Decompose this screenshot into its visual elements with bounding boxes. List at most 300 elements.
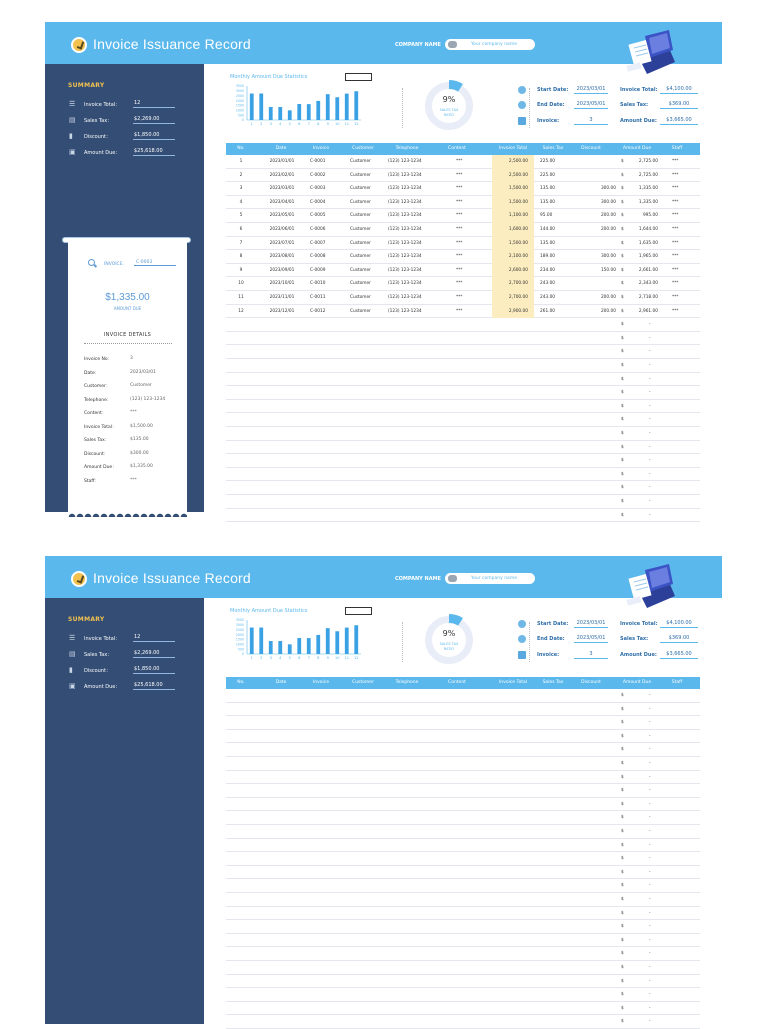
list-icon: ☰ bbox=[69, 634, 76, 642]
column-header: Discount bbox=[581, 680, 601, 685]
table-cell: *** bbox=[456, 159, 463, 164]
table-cell: (123) 123-1234 bbox=[388, 213, 422, 219]
chart-bar bbox=[269, 107, 273, 120]
summary-sales-tax bbox=[69, 650, 179, 660]
y-tick-label: 0 bbox=[241, 652, 244, 657]
chart-bar bbox=[335, 97, 339, 120]
receipt-row-value: *** bbox=[130, 410, 137, 415]
table-cell: - bbox=[649, 815, 651, 821]
table-row[interactable] bbox=[226, 757, 700, 771]
summary-value: $25,618.00 bbox=[133, 682, 175, 690]
column-header: Telephone bbox=[395, 680, 419, 685]
table-cell: *** bbox=[456, 267, 463, 273]
end-date-input[interactable]: 2023/05/01 bbox=[574, 635, 608, 643]
table-row[interactable] bbox=[226, 468, 700, 482]
table-cell: C-0011 bbox=[310, 295, 326, 300]
x-tick-label: 2 bbox=[260, 122, 263, 126]
table-cell: 2,661.00 bbox=[638, 267, 658, 273]
divider bbox=[402, 622, 403, 662]
column-header: Content bbox=[448, 680, 466, 685]
table-cell: 1 bbox=[239, 159, 243, 164]
table-cell: $ bbox=[621, 281, 624, 287]
table-cell: - bbox=[649, 842, 651, 848]
summary-value: $1,850.00 bbox=[133, 132, 175, 140]
table-cell: $ bbox=[621, 295, 624, 300]
table-cell: 189.00 bbox=[540, 254, 556, 260]
invoice-total-value: $4,100.00 bbox=[660, 86, 698, 94]
chart-bar bbox=[307, 104, 311, 120]
table-cell: *** bbox=[672, 240, 679, 246]
table-row[interactable] bbox=[226, 975, 700, 989]
chart-bar bbox=[288, 644, 292, 654]
table-cell: - bbox=[649, 761, 651, 766]
amount-due-bar-chart bbox=[229, 82, 369, 132]
start-date-input[interactable]: 2023/03/01 bbox=[574, 86, 608, 94]
table-cell: *** bbox=[456, 240, 463, 246]
column-header: Sales Tax bbox=[542, 680, 564, 685]
table-row[interactable] bbox=[226, 481, 700, 495]
y-tick-label: 2000 bbox=[235, 98, 244, 103]
table-cell: 2023/03/01 bbox=[269, 186, 295, 192]
table-row[interactable] bbox=[226, 413, 700, 427]
table-row[interactable] bbox=[226, 988, 700, 1002]
table-row[interactable] bbox=[226, 359, 700, 373]
table-cell: $ bbox=[621, 417, 624, 423]
table-row[interactable] bbox=[226, 825, 700, 839]
summary-title: SUMMARY bbox=[68, 616, 105, 623]
table-cell: $ bbox=[621, 431, 624, 436]
start-date-label: Start Date: bbox=[537, 87, 569, 93]
y-tick-label: 0 bbox=[241, 118, 244, 123]
table-cell: $ bbox=[621, 951, 624, 957]
table-cell: - bbox=[649, 951, 651, 957]
table-row[interactable] bbox=[226, 893, 700, 907]
receipt-row-value: Customer bbox=[130, 383, 152, 388]
table-row[interactable] bbox=[226, 169, 700, 183]
building-icon bbox=[448, 575, 457, 582]
table-cell: 2,718.00 bbox=[638, 295, 658, 300]
receipt-row bbox=[84, 437, 179, 447]
amount-due-label: Amount Due: bbox=[620, 118, 657, 124]
table-cell: - bbox=[649, 720, 651, 726]
table-row[interactable] bbox=[226, 182, 700, 196]
jar-icon: ▮ bbox=[69, 132, 73, 140]
table-cell: - bbox=[649, 801, 651, 807]
table-cell: $ bbox=[621, 403, 624, 409]
receipt-divider bbox=[84, 343, 172, 344]
chart-title: Monthly Amount Due Statistics bbox=[230, 608, 308, 614]
sales-tax-ratio-percent: 9% bbox=[442, 629, 456, 638]
y-tick-label: 3500 bbox=[235, 618, 244, 623]
column-header: Invoice bbox=[312, 146, 330, 151]
receipt-row-label: Customer： bbox=[84, 384, 111, 389]
table-cell: C-0006 bbox=[310, 227, 326, 232]
summary-amount-due bbox=[69, 682, 179, 692]
table-cell: (123) 123-1234 bbox=[388, 227, 422, 232]
chart-bar bbox=[335, 631, 339, 654]
x-tick-label: 6 bbox=[298, 122, 301, 126]
table-row[interactable] bbox=[226, 495, 700, 509]
table-cell: $ bbox=[621, 761, 624, 766]
table-cell: 95.00 bbox=[540, 213, 553, 219]
chart-bar bbox=[259, 628, 263, 654]
table-cell: 200.00 bbox=[600, 295, 616, 300]
table-row[interactable] bbox=[226, 291, 700, 305]
table-cell: *** bbox=[672, 172, 679, 178]
table-row[interactable] bbox=[226, 743, 700, 757]
end-date-input[interactable]: 2023/05/01 bbox=[574, 101, 608, 109]
table-cell: $ bbox=[621, 390, 624, 396]
table-cell: $ bbox=[621, 706, 624, 712]
table-cell: *** bbox=[456, 295, 463, 300]
summary-label: Invoice Total： bbox=[84, 636, 121, 642]
table-cell: 2,700.00 bbox=[508, 281, 528, 287]
table-cell: 200.00 bbox=[600, 227, 616, 232]
table-cell: 1,335.00 bbox=[638, 186, 658, 192]
table-row[interactable] bbox=[226, 852, 700, 866]
table-cell: *** bbox=[672, 267, 679, 273]
x-tick-label: 11 bbox=[344, 656, 350, 660]
column-header: Sales Tax bbox=[542, 146, 564, 151]
table-row[interactable] bbox=[226, 305, 700, 319]
x-tick-label: 12 bbox=[353, 122, 359, 126]
table-cell: $ bbox=[621, 322, 624, 328]
table-cell: $ bbox=[621, 747, 624, 753]
table-cell: - bbox=[649, 883, 651, 889]
table-row[interactable] bbox=[226, 386, 700, 400]
table-cell: $ bbox=[621, 159, 624, 164]
table-cell: 2,100.00 bbox=[508, 254, 528, 260]
table-row[interactable] bbox=[226, 798, 700, 812]
summary-label: Sales Tax： bbox=[84, 118, 113, 124]
table-row[interactable] bbox=[226, 934, 700, 948]
company-name-input[interactable] bbox=[445, 573, 535, 584]
table-cell: 1,500.00 bbox=[508, 186, 528, 192]
table-cell: - bbox=[649, 417, 651, 423]
header-bar bbox=[45, 22, 722, 64]
logo-icon bbox=[71, 571, 87, 587]
table-cell: 2,725.00 bbox=[638, 159, 658, 164]
table-row[interactable] bbox=[226, 689, 700, 703]
summary-sales-tax bbox=[69, 116, 179, 126]
table-cell: Customer bbox=[350, 227, 371, 232]
table-row[interactable] bbox=[226, 961, 700, 975]
y-tick-label: 500 bbox=[237, 113, 244, 118]
table-row[interactable] bbox=[226, 264, 700, 278]
table-cell: - bbox=[649, 485, 651, 491]
table-cell: $ bbox=[621, 172, 624, 178]
table-cell: - bbox=[649, 376, 651, 382]
sales-tax-value: $369.00 bbox=[660, 101, 698, 109]
y-tick-label: 1500 bbox=[235, 637, 244, 642]
table-cell: 135.00 bbox=[540, 199, 556, 205]
table-cell: 2023/02/01 bbox=[269, 172, 295, 178]
column-header: Customer bbox=[352, 146, 374, 151]
column-header: Date bbox=[275, 146, 287, 151]
table-row[interactable] bbox=[226, 373, 700, 387]
summary-value: $25,618.00 bbox=[133, 148, 175, 156]
receipt-row bbox=[84, 478, 179, 488]
table-row[interactable] bbox=[226, 427, 700, 441]
table-row[interactable] bbox=[226, 237, 700, 251]
ratio-label-line: SALES TAX bbox=[439, 108, 459, 112]
table-cell: $ bbox=[621, 801, 624, 807]
invoice-total-label: Invoice Total: bbox=[620, 621, 658, 627]
table-cell: $ bbox=[621, 227, 624, 232]
table-cell: 2023/10/01 bbox=[269, 281, 295, 287]
x-tick-label: 4 bbox=[279, 656, 282, 660]
table-row[interactable] bbox=[226, 716, 700, 730]
table-cell: 9 bbox=[239, 267, 243, 273]
table-cell: 1,500.00 bbox=[508, 199, 528, 205]
receipt-row-label: Telephone： bbox=[84, 397, 112, 403]
table-row[interactable] bbox=[226, 784, 700, 798]
table-cell: - bbox=[649, 1019, 651, 1025]
table-cell: *** bbox=[456, 308, 463, 314]
table-row[interactable] bbox=[226, 223, 700, 237]
chart-bar bbox=[354, 91, 358, 120]
table-row[interactable] bbox=[226, 811, 700, 825]
sales-tax-field bbox=[620, 635, 710, 644]
table-row[interactable] bbox=[226, 920, 700, 934]
table-cell: Customer bbox=[350, 295, 371, 300]
table-cell: *** bbox=[456, 227, 463, 232]
table-cell: Customer bbox=[350, 213, 371, 219]
receipt-row bbox=[84, 410, 179, 420]
end-date-field bbox=[518, 635, 618, 644]
laptop-invoice-icon bbox=[625, 562, 677, 614]
table-row[interactable] bbox=[226, 879, 700, 893]
summary-amount-due bbox=[69, 148, 179, 158]
company-name-input[interactable] bbox=[445, 39, 535, 50]
ratio-label-line: SALES TAX bbox=[439, 642, 459, 646]
table-cell: 3 bbox=[239, 186, 243, 192]
table-cell: Customer bbox=[350, 240, 371, 246]
chart-bar bbox=[269, 641, 273, 654]
table-cell: - bbox=[649, 431, 651, 436]
table-cell: 225.00 bbox=[540, 159, 556, 164]
y-tick-label: 2500 bbox=[235, 627, 244, 632]
table-row[interactable] bbox=[226, 703, 700, 717]
amount-due-bar-chart bbox=[229, 616, 369, 666]
table-cell: (123) 123-1234 bbox=[388, 254, 422, 260]
summary-label: Discount： bbox=[84, 134, 111, 140]
sales-tax-ratio-donut bbox=[419, 76, 479, 136]
table-row[interactable] bbox=[226, 1002, 700, 1016]
x-tick-label: 10 bbox=[334, 122, 340, 126]
table-cell: *** bbox=[456, 213, 463, 219]
table-cell: - bbox=[649, 733, 651, 739]
x-tick-label: 9 bbox=[326, 122, 329, 126]
start-date-input[interactable]: 2023/03/01 bbox=[574, 620, 608, 628]
summary-value: $1,850.00 bbox=[133, 666, 175, 674]
table-cell: *** bbox=[456, 254, 463, 260]
chart-bar bbox=[326, 628, 330, 654]
table-header bbox=[226, 143, 700, 155]
invoice-count-label: Invoice: bbox=[537, 652, 560, 658]
table-row[interactable] bbox=[226, 730, 700, 744]
chart-bar bbox=[345, 94, 349, 120]
receipt-row-value: 2023/03/01 bbox=[130, 369, 156, 375]
table-cell: $ bbox=[621, 720, 624, 726]
table-cell: (123) 123-1234 bbox=[388, 295, 422, 300]
table-cell: *** bbox=[672, 186, 679, 192]
table-cell: $ bbox=[621, 883, 624, 889]
summary-label: Amount Due： bbox=[84, 684, 121, 690]
y-tick-label: 2000 bbox=[235, 632, 244, 637]
table-row[interactable] bbox=[226, 509, 700, 523]
receipt-row-value: $1,335.00 bbox=[130, 464, 153, 469]
chart-year-input[interactable] bbox=[345, 73, 372, 81]
table-cell: $ bbox=[621, 965, 624, 970]
table-cell: - bbox=[649, 897, 651, 902]
table-cell: C-0001 bbox=[310, 159, 326, 164]
receipt-amount-label: AMOUNT DUE bbox=[113, 306, 142, 311]
receipt-row bbox=[84, 370, 179, 380]
column-header: Invoice Total bbox=[498, 146, 528, 151]
x-tick-label: 10 bbox=[334, 656, 340, 660]
invoice-receipt bbox=[68, 242, 187, 514]
table-cell: $ bbox=[621, 308, 624, 314]
table-cell: 995.00 bbox=[642, 213, 658, 219]
table-cell: *** bbox=[672, 159, 679, 164]
x-tick-label: 2 bbox=[260, 656, 263, 660]
table-cell: - bbox=[649, 444, 651, 450]
x-tick-label: 5 bbox=[288, 122, 291, 126]
table-cell: 1,965.00 bbox=[638, 254, 658, 260]
table-cell: $ bbox=[621, 485, 624, 491]
table-cell: $ bbox=[621, 240, 624, 246]
invoice-total-field bbox=[620, 86, 710, 95]
receipt-row bbox=[84, 424, 179, 434]
receipt-invoice-label: INVOICE： bbox=[104, 262, 128, 267]
start-date-field bbox=[518, 620, 618, 629]
table-cell: 2023/07/01 bbox=[269, 240, 295, 246]
table-cell: C-0012 bbox=[310, 308, 326, 314]
table-cell: C-0007 bbox=[310, 240, 326, 246]
receipt-row bbox=[84, 451, 179, 461]
table-cell: (123) 123-1234 bbox=[388, 308, 422, 314]
table-cell: $ bbox=[621, 910, 624, 916]
table-cell: 11 bbox=[238, 295, 244, 300]
divider bbox=[402, 88, 403, 128]
column-header: No. bbox=[237, 146, 245, 151]
wallet-icon: ▣ bbox=[69, 148, 76, 156]
table-row[interactable] bbox=[226, 196, 700, 210]
x-tick-label: 7 bbox=[307, 122, 310, 126]
table-row[interactable] bbox=[226, 277, 700, 291]
table-row[interactable] bbox=[226, 1015, 700, 1029]
table-cell: $ bbox=[621, 458, 624, 464]
chart-bar bbox=[250, 628, 254, 654]
y-tick-label: 3500 bbox=[235, 84, 244, 89]
calendar-icon bbox=[518, 620, 526, 628]
table-cell: 10 bbox=[238, 281, 244, 287]
table-row[interactable] bbox=[226, 155, 700, 169]
column-header: Amount Due bbox=[622, 146, 652, 151]
table-row[interactable] bbox=[226, 332, 700, 346]
table-cell: - bbox=[649, 788, 651, 794]
table-row[interactable] bbox=[226, 441, 700, 455]
summary-invoice-total bbox=[69, 100, 179, 110]
table-cell: - bbox=[649, 965, 651, 970]
sidebar bbox=[45, 64, 204, 512]
table-cell: 2 bbox=[239, 172, 243, 178]
chart-year-input[interactable] bbox=[345, 607, 372, 615]
table-row[interactable] bbox=[226, 209, 700, 223]
table-cell: - bbox=[649, 458, 651, 464]
table-row[interactable] bbox=[226, 250, 700, 264]
table-cell: $ bbox=[621, 869, 624, 875]
table-cell: - bbox=[649, 747, 651, 753]
table-cell: $ bbox=[621, 499, 624, 504]
table-cell: 1,335.00 bbox=[638, 199, 658, 205]
table-cell: $ bbox=[621, 335, 624, 341]
list-icon: ☰ bbox=[69, 100, 76, 108]
column-header: Invoice Total bbox=[498, 680, 528, 685]
table-cell: *** bbox=[672, 308, 679, 314]
chart-bar bbox=[250, 94, 254, 120]
invoice-count-label: Invoice: bbox=[537, 118, 560, 124]
table-cell: - bbox=[649, 992, 651, 998]
table-row[interactable] bbox=[226, 839, 700, 853]
table-cell: 150.00 bbox=[600, 267, 616, 273]
table-row[interactable] bbox=[226, 771, 700, 785]
table-row[interactable] bbox=[226, 454, 700, 468]
table-row[interactable] bbox=[226, 866, 700, 880]
receipt-amount: $1,335.00 bbox=[105, 292, 150, 303]
page-2 bbox=[45, 556, 722, 1024]
table-row[interactable] bbox=[226, 345, 700, 359]
table-cell: 1,635.00 bbox=[638, 240, 658, 246]
table-cell: (123) 123-1234 bbox=[388, 159, 422, 164]
table-row[interactable] bbox=[226, 318, 700, 332]
company-placeholder: Your company name bbox=[471, 42, 517, 47]
table-cell: 6 bbox=[239, 227, 243, 232]
table-cell: *** bbox=[456, 199, 463, 205]
table-row[interactable] bbox=[226, 947, 700, 961]
table-row[interactable] bbox=[226, 907, 700, 921]
table-cell: - bbox=[649, 1005, 651, 1011]
table-cell: $ bbox=[621, 254, 624, 260]
summary-value: 12 bbox=[133, 634, 175, 642]
amount-due-value: $3,665.00 bbox=[660, 117, 698, 125]
table-cell: $ bbox=[621, 471, 624, 477]
table-cell: $ bbox=[621, 444, 624, 450]
table-cell: 200.00 bbox=[600, 308, 616, 314]
amount-due-field bbox=[620, 117, 710, 126]
table-cell: 200.00 bbox=[600, 213, 616, 219]
y-tick-label: 1500 bbox=[235, 103, 244, 108]
summary-value: $2,269.00 bbox=[133, 116, 175, 124]
summary-invoice-total bbox=[69, 634, 179, 644]
table-cell: $ bbox=[621, 693, 624, 698]
table-cell: $ bbox=[621, 213, 624, 219]
table-cell: - bbox=[649, 322, 651, 328]
table-cell: $ bbox=[621, 992, 624, 998]
table-cell: $ bbox=[621, 815, 624, 821]
receipt-row-label: Discount： bbox=[84, 451, 109, 457]
amount-due-field bbox=[620, 651, 710, 660]
table-cell: 2,725.00 bbox=[638, 172, 658, 178]
x-tick-label: 3 bbox=[269, 656, 272, 660]
receipt-invoice-input[interactable]: C-0003 bbox=[134, 260, 176, 266]
table-row[interactable] bbox=[226, 400, 700, 414]
chart-bar bbox=[288, 110, 292, 120]
summary-label: Discount： bbox=[84, 668, 111, 674]
table-cell: *** bbox=[672, 213, 679, 219]
summary-label: Sales Tax： bbox=[84, 652, 113, 658]
